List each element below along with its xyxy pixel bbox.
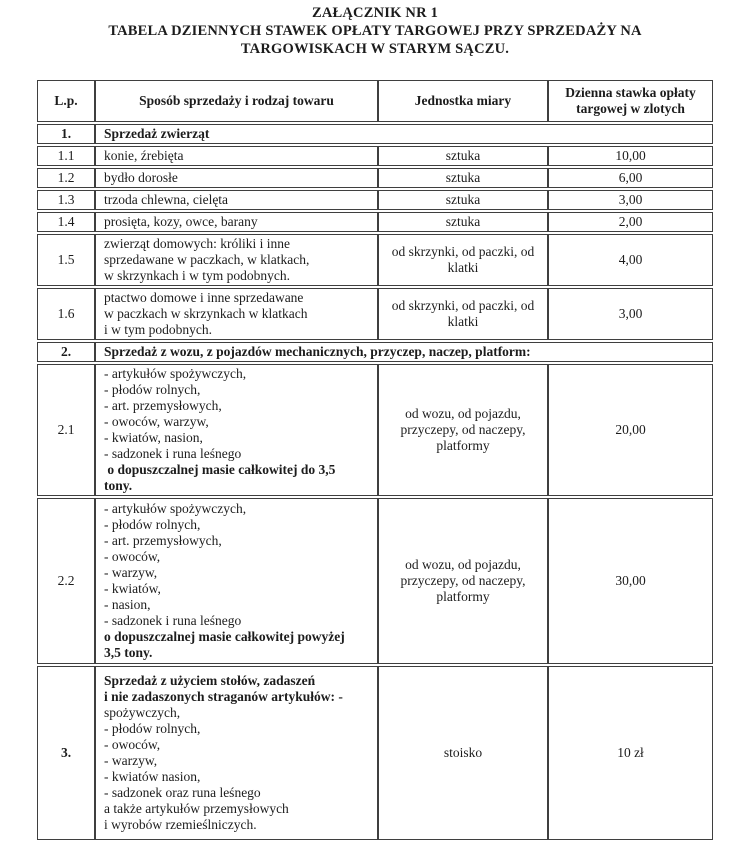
row-description: prosięta, kozy, owce, barany (95, 212, 378, 232)
row-unit: sztuka (378, 190, 548, 210)
table-row-3 (37, 666, 713, 840)
row-rate: 4,00 (548, 234, 713, 286)
table-row-1-3 (37, 190, 713, 210)
row-number: 2.1 (37, 364, 95, 496)
row-unit: stoisko (378, 666, 548, 840)
row-unit: sztuka (378, 168, 548, 188)
table-row-1-6 (37, 288, 713, 340)
row-unit: od skrzynki, od paczki, od klatki (378, 234, 548, 286)
row-number: 1.1 (37, 146, 95, 166)
row-rate: 6,00 (548, 168, 713, 188)
row-number: 2. (37, 342, 95, 362)
row-description: - artykułów spożywczych, - płodów rolnych, - art. przemysłowych, - owoców, warzyw, - kwiatów, nasion, - sadzonek i runa leśnego o dopuszczalnej masie całkowitej do 3,5 tony. (95, 364, 378, 496)
row-description: zwierząt domowych: króliki i inne sprzedawane w paczkach, w klatkach, w skrzynkach i w tym podobnych. (95, 234, 378, 286)
row-number: 3. (37, 666, 95, 840)
table-row-1-1 (37, 146, 713, 166)
document-page (0, 4, 750, 832)
title-line-3: TARGOWISKACH W STARYM SĄCZU. (240, 41, 510, 57)
row-number: 1.5 (37, 234, 95, 286)
row-rate: 3,00 (548, 190, 713, 210)
row-rate: 30,00 (548, 498, 713, 664)
row-number: 1.6 (37, 288, 95, 340)
row-number: 1.4 (37, 212, 95, 232)
header-unit: Jednostka miary (378, 80, 548, 122)
row-description: ptactwo domowe i inne sprzedawane w paczkach w skrzynkach w klatkach i w tym podobnych. (95, 288, 378, 340)
table-header-row (37, 80, 713, 122)
section-title: Sprzedaż zwierząt (95, 124, 713, 144)
row-description: - artykułów spożywczych, - płodów rolnych, - art. przemysłowych, - owoców, - warzyw, - kwiatów, - nasion, - sadzonek i runa leśnego o dopuszczalnej masie całkowitej powyżej 3,5 tony. (95, 498, 378, 664)
table-row-section-1 (37, 124, 713, 144)
row-rate: 10 zł (548, 666, 713, 840)
row-unit: od skrzynki, od paczki, od klatki (378, 288, 548, 340)
header-rate: Dzienna stawka opłaty targowej w zlotych (548, 80, 713, 122)
row-unit: od wozu, od pojazdu, przyczepy, od naczepy, platformy (378, 364, 548, 496)
row-rate: 10,00 (548, 146, 713, 166)
title-line-1: ZAŁĄCZNIK NR 1 (311, 5, 439, 21)
row-unit: od wozu, od pojazdu, przyczepy, od naczepy, platformy (378, 498, 548, 664)
row-number: 2.2 (37, 498, 95, 664)
row-unit: sztuka (378, 212, 548, 232)
row-description: konie, źrebięta (95, 146, 378, 166)
row-number: 1.3 (37, 190, 95, 210)
table-row-section-2 (37, 342, 713, 362)
table-row-1-4 (37, 212, 713, 232)
row-number: 1.2 (37, 168, 95, 188)
document-title (0, 4, 750, 58)
fee-rate-table (37, 78, 713, 842)
row-rate: 2,00 (548, 212, 713, 232)
row-rate: 3,00 (548, 288, 713, 340)
table-row-1-2 (37, 168, 713, 188)
table-row-2-2 (37, 498, 713, 664)
table-row-2-1 (37, 364, 713, 496)
row-unit: sztuka (378, 146, 548, 166)
row-number: 1. (37, 124, 95, 144)
row-rate: 20,00 (548, 364, 713, 496)
row-description: Sprzedaż z użyciem stołów, zadaszeń i nie zadaszonych straganów artykułów: - spożywczych, - płodów rolnych, - owoców, - warzyw, - kwiatów nasion, - sadzonek oraz runa leśnego a także artykułów przemysłowych i wyrobów rzemieślniczych. (95, 666, 378, 840)
row-description: trzoda chlewna, cielęta (95, 190, 378, 210)
header-description: Sposób sprzedaży i rodzaj towaru (95, 80, 378, 122)
header-lp: L.p. (37, 80, 95, 122)
title-line-2: TABELA DZIENNYCH STAWEK OPŁATY TARGOWEJ PRZY SPRZEDAŻY NA (108, 23, 642, 39)
table-row-1-5 (37, 234, 713, 286)
section-title: Sprzedaż z wozu, z pojazdów mechanicznych, przyczep, naczep, platform: (95, 342, 713, 362)
row-description: bydło dorosłe (95, 168, 378, 188)
